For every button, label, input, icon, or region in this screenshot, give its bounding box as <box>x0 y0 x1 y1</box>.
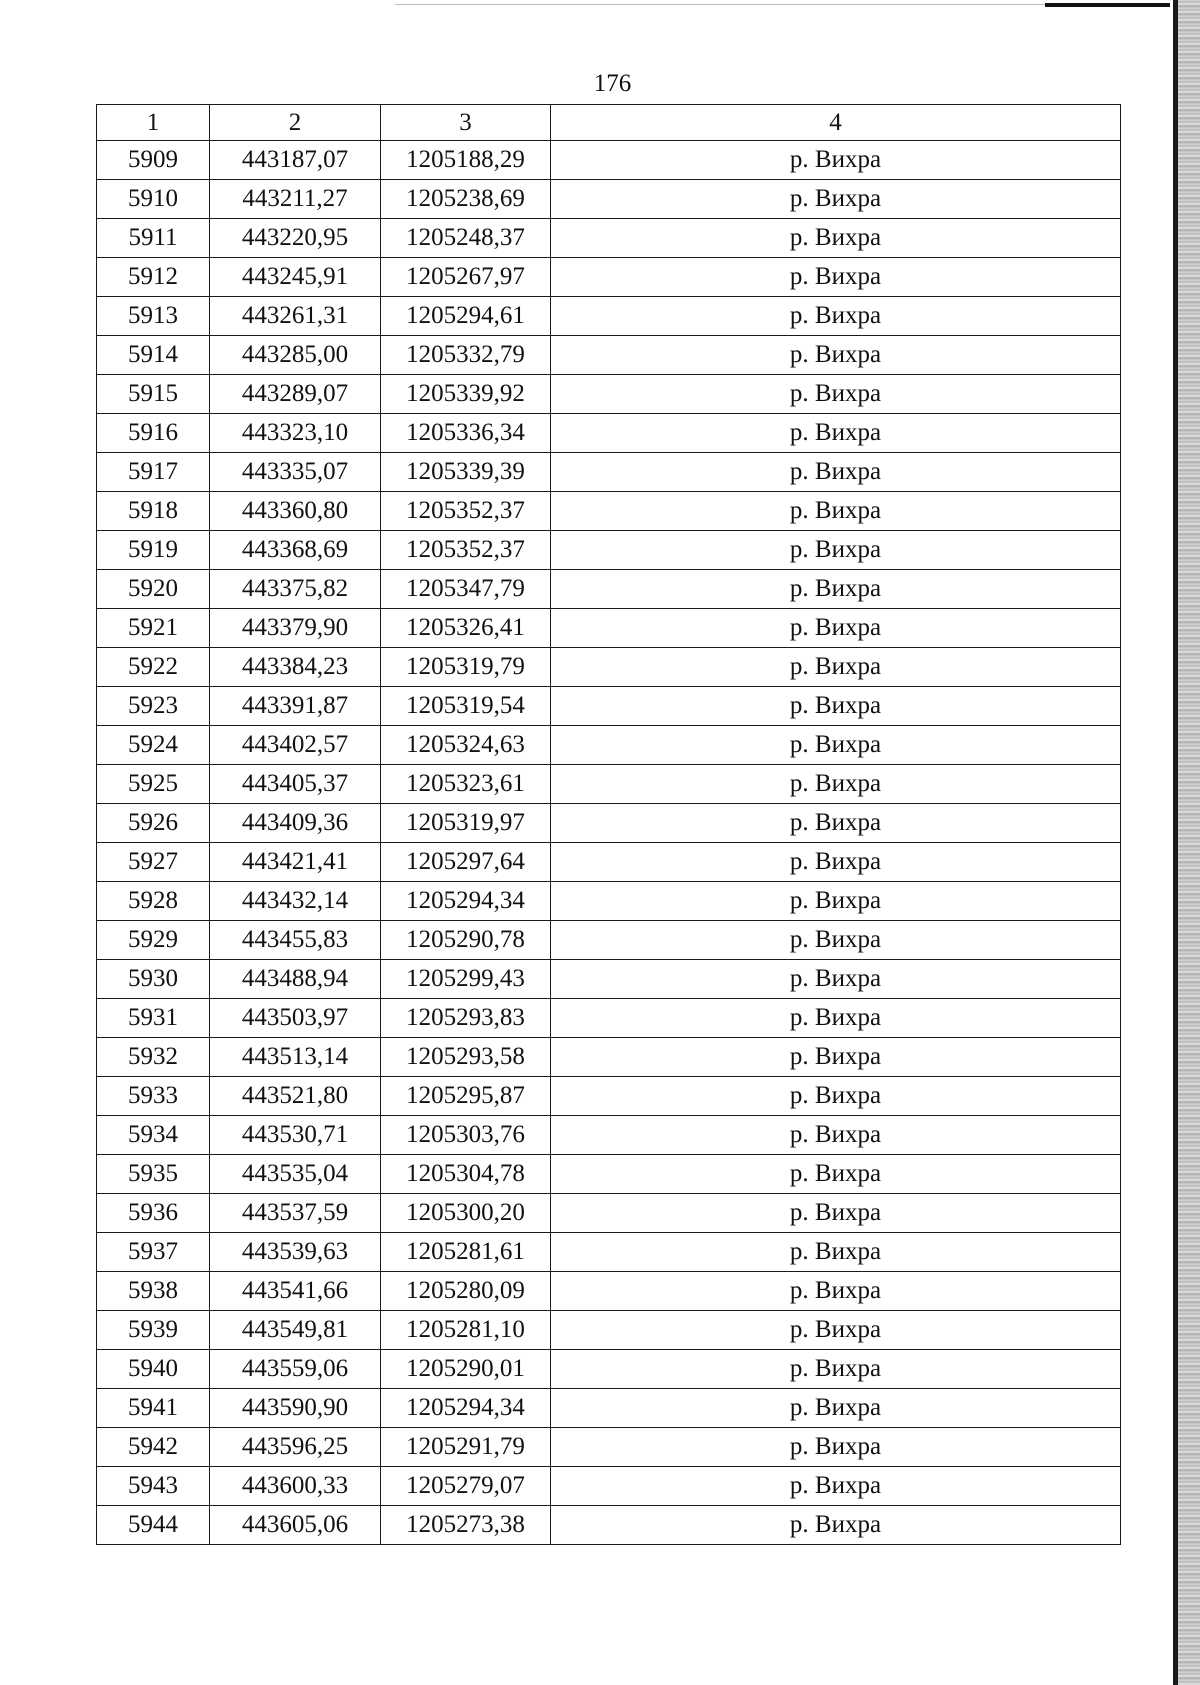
x-coordinate-cell: 443409,36 <box>210 804 381 843</box>
table-row <box>97 1506 1121 1545</box>
x-coordinate-cell: 443421,41 <box>210 843 381 882</box>
x-coordinate-cell: 443211,27 <box>210 180 381 219</box>
description-cell: р. Вихра <box>551 297 1121 336</box>
x-coordinate-cell: 443530,71 <box>210 1116 381 1155</box>
table-row <box>97 297 1121 336</box>
y-coordinate-cell: 1205326,41 <box>381 609 551 648</box>
point-number-cell: 5915 <box>97 375 210 414</box>
point-number-cell: 5938 <box>97 1272 210 1311</box>
x-coordinate-cell: 443432,14 <box>210 882 381 921</box>
x-coordinate-cell: 443503,97 <box>210 999 381 1038</box>
binding-edge <box>1178 0 1200 1685</box>
y-coordinate-cell: 1205273,38 <box>381 1506 551 1545</box>
description-cell: р. Вихра <box>551 1194 1121 1233</box>
point-number-cell: 5942 <box>97 1428 210 1467</box>
y-coordinate-cell: 1205297,64 <box>381 843 551 882</box>
table-row <box>97 609 1121 648</box>
x-coordinate-cell: 443375,82 <box>210 570 381 609</box>
description-cell: р. Вихра <box>551 726 1121 765</box>
y-coordinate-cell: 1205279,07 <box>381 1467 551 1506</box>
point-number-cell: 5909 <box>97 141 210 180</box>
x-coordinate-cell: 443549,81 <box>210 1311 381 1350</box>
x-coordinate-cell: 443590,90 <box>210 1389 381 1428</box>
table-row <box>97 375 1121 414</box>
description-cell: р. Вихра <box>551 1311 1121 1350</box>
description-cell: р. Вихра <box>551 1077 1121 1116</box>
table-row <box>97 921 1121 960</box>
x-coordinate-cell: 443605,06 <box>210 1506 381 1545</box>
point-number-cell: 5930 <box>97 960 210 999</box>
y-coordinate-cell: 1205319,97 <box>381 804 551 843</box>
y-coordinate-cell: 1205319,79 <box>381 648 551 687</box>
y-coordinate-cell: 1205291,79 <box>381 1428 551 1467</box>
x-coordinate-cell: 443521,80 <box>210 1077 381 1116</box>
table-row <box>97 219 1121 258</box>
x-coordinate-cell: 443537,59 <box>210 1194 381 1233</box>
column-header-3: 3 <box>381 105 551 141</box>
table-row <box>97 1038 1121 1077</box>
description-cell: р. Вихра <box>551 141 1121 180</box>
point-number-cell: 5929 <box>97 921 210 960</box>
y-coordinate-cell: 1205352,37 <box>381 492 551 531</box>
point-number-cell: 5916 <box>97 414 210 453</box>
y-coordinate-cell: 1205188,29 <box>381 141 551 180</box>
table-row <box>97 1194 1121 1233</box>
y-coordinate-cell: 1205238,69 <box>381 180 551 219</box>
point-number-cell: 5943 <box>97 1467 210 1506</box>
description-cell: р. Вихра <box>551 843 1121 882</box>
y-coordinate-cell: 1205324,63 <box>381 726 551 765</box>
table-row <box>97 1272 1121 1311</box>
x-coordinate-cell: 443187,07 <box>210 141 381 180</box>
description-cell: р. Вихра <box>551 999 1121 1038</box>
y-coordinate-cell: 1205294,61 <box>381 297 551 336</box>
x-coordinate-cell: 443261,31 <box>210 297 381 336</box>
x-coordinate-cell: 443289,07 <box>210 375 381 414</box>
x-coordinate-cell: 443513,14 <box>210 1038 381 1077</box>
x-coordinate-cell: 443391,87 <box>210 687 381 726</box>
point-number-cell: 5914 <box>97 336 210 375</box>
x-coordinate-cell: 443285,00 <box>210 336 381 375</box>
y-coordinate-cell: 1205339,39 <box>381 453 551 492</box>
table-row <box>97 882 1121 921</box>
description-cell: р. Вихра <box>551 882 1121 921</box>
y-coordinate-cell: 1205293,58 <box>381 1038 551 1077</box>
point-number-cell: 5944 <box>97 1506 210 1545</box>
point-number-cell: 5932 <box>97 1038 210 1077</box>
description-cell: р. Вихра <box>551 687 1121 726</box>
point-number-cell: 5927 <box>97 843 210 882</box>
description-cell: р. Вихра <box>551 960 1121 999</box>
point-number-cell: 5926 <box>97 804 210 843</box>
y-coordinate-cell: 1205294,34 <box>381 882 551 921</box>
x-coordinate-cell: 443402,57 <box>210 726 381 765</box>
y-coordinate-cell: 1205339,92 <box>381 375 551 414</box>
point-number-cell: 5931 <box>97 999 210 1038</box>
point-number-cell: 5910 <box>97 180 210 219</box>
table-row <box>97 1311 1121 1350</box>
x-coordinate-cell: 443335,07 <box>210 453 381 492</box>
description-cell: р. Вихра <box>551 1233 1121 1272</box>
point-number-cell: 5936 <box>97 1194 210 1233</box>
table-row <box>97 570 1121 609</box>
y-coordinate-cell: 1205352,37 <box>381 531 551 570</box>
description-cell: р. Вихра <box>551 180 1121 219</box>
description-cell: р. Вихра <box>551 765 1121 804</box>
y-coordinate-cell: 1205300,20 <box>381 1194 551 1233</box>
x-coordinate-cell: 443245,91 <box>210 258 381 297</box>
y-coordinate-cell: 1205323,61 <box>381 765 551 804</box>
description-cell: р. Вихра <box>551 453 1121 492</box>
y-coordinate-cell: 1205319,54 <box>381 687 551 726</box>
point-number-cell: 5912 <box>97 258 210 297</box>
point-number-cell: 5913 <box>97 297 210 336</box>
point-number-cell: 5935 <box>97 1155 210 1194</box>
table-row <box>97 1467 1121 1506</box>
column-header-2: 2 <box>210 105 381 141</box>
description-cell: р. Вихра <box>551 804 1121 843</box>
x-coordinate-cell: 443559,06 <box>210 1350 381 1389</box>
x-coordinate-cell: 443455,83 <box>210 921 381 960</box>
point-number-cell: 5921 <box>97 609 210 648</box>
point-number-cell: 5911 <box>97 219 210 258</box>
y-coordinate-cell: 1205281,10 <box>381 1311 551 1350</box>
table-row <box>97 336 1121 375</box>
point-number-cell: 5925 <box>97 765 210 804</box>
y-coordinate-cell: 1205304,78 <box>381 1155 551 1194</box>
top-scan-edge <box>1045 3 1170 7</box>
table-row <box>97 1389 1121 1428</box>
description-cell: р. Вихра <box>551 1155 1121 1194</box>
x-coordinate-cell: 443220,95 <box>210 219 381 258</box>
page-number: 176 <box>593 70 632 97</box>
point-number-cell: 5918 <box>97 492 210 531</box>
table-row <box>97 804 1121 843</box>
point-number-cell: 5939 <box>97 1311 210 1350</box>
y-coordinate-cell: 1205281,61 <box>381 1233 551 1272</box>
y-coordinate-cell: 1205267,97 <box>381 258 551 297</box>
y-coordinate-cell: 1205290,78 <box>381 921 551 960</box>
x-coordinate-cell: 443379,90 <box>210 609 381 648</box>
y-coordinate-cell: 1205295,87 <box>381 1077 551 1116</box>
x-coordinate-cell: 443405,37 <box>210 765 381 804</box>
description-cell: р. Вихра <box>551 414 1121 453</box>
column-header-4: 4 <box>551 105 1121 141</box>
point-number-cell: 5922 <box>97 648 210 687</box>
description-cell: р. Вихра <box>551 570 1121 609</box>
table-row <box>97 453 1121 492</box>
point-number-cell: 5920 <box>97 570 210 609</box>
description-cell: р. Вихра <box>551 492 1121 531</box>
table-row <box>97 180 1121 219</box>
description-cell: р. Вихра <box>551 921 1121 960</box>
table-body <box>97 141 1121 1545</box>
table-row <box>97 843 1121 882</box>
description-cell: р. Вихра <box>551 1467 1121 1506</box>
description-cell: р. Вихра <box>551 648 1121 687</box>
description-cell: р. Вихра <box>551 219 1121 258</box>
table-row <box>97 258 1121 297</box>
y-coordinate-cell: 1205336,34 <box>381 414 551 453</box>
point-number-cell: 5933 <box>97 1077 210 1116</box>
table-row <box>97 1077 1121 1116</box>
description-cell: р. Вихра <box>551 1350 1121 1389</box>
table-row <box>97 960 1121 999</box>
table-row <box>97 531 1121 570</box>
x-coordinate-cell: 443539,63 <box>210 1233 381 1272</box>
y-coordinate-cell: 1205280,09 <box>381 1272 551 1311</box>
y-coordinate-cell: 1205332,79 <box>381 336 551 375</box>
y-coordinate-cell: 1205248,37 <box>381 219 551 258</box>
description-cell: р. Вихра <box>551 375 1121 414</box>
x-coordinate-cell: 443323,10 <box>210 414 381 453</box>
y-coordinate-cell: 1205347,79 <box>381 570 551 609</box>
x-coordinate-cell: 443360,80 <box>210 492 381 531</box>
table-row <box>97 1428 1121 1467</box>
description-cell: р. Вихра <box>551 1272 1121 1311</box>
x-coordinate-cell: 443488,94 <box>210 960 381 999</box>
description-cell: р. Вихра <box>551 609 1121 648</box>
table-row <box>97 141 1121 180</box>
x-coordinate-cell: 443368,69 <box>210 531 381 570</box>
table-row <box>97 492 1121 531</box>
x-coordinate-cell: 443596,25 <box>210 1428 381 1467</box>
description-cell: р. Вихра <box>551 1389 1121 1428</box>
table-row <box>97 1155 1121 1194</box>
table-row <box>97 1350 1121 1389</box>
point-number-cell: 5937 <box>97 1233 210 1272</box>
x-coordinate-cell: 443600,33 <box>210 1467 381 1506</box>
table-row <box>97 726 1121 765</box>
description-cell: р. Вихра <box>551 1038 1121 1077</box>
x-coordinate-cell: 443541,66 <box>210 1272 381 1311</box>
table-row <box>97 414 1121 453</box>
point-number-cell: 5924 <box>97 726 210 765</box>
description-cell: р. Вихра <box>551 1116 1121 1155</box>
y-coordinate-cell: 1205293,83 <box>381 999 551 1038</box>
table-row <box>97 1116 1121 1155</box>
description-cell: р. Вихра <box>551 1428 1121 1467</box>
x-coordinate-cell: 443384,23 <box>210 648 381 687</box>
table-row <box>97 1233 1121 1272</box>
table-row <box>97 687 1121 726</box>
point-number-cell: 5934 <box>97 1116 210 1155</box>
y-coordinate-cell: 1205294,34 <box>381 1389 551 1428</box>
description-cell: р. Вихра <box>551 336 1121 375</box>
table-row <box>97 765 1121 804</box>
point-number-cell: 5919 <box>97 531 210 570</box>
y-coordinate-cell: 1205299,43 <box>381 960 551 999</box>
coordinates-table <box>96 104 1121 1545</box>
y-coordinate-cell: 1205290,01 <box>381 1350 551 1389</box>
table-row <box>97 999 1121 1038</box>
table-header-row <box>97 105 1121 141</box>
point-number-cell: 5917 <box>97 453 210 492</box>
column-header-1: 1 <box>97 105 210 141</box>
point-number-cell: 5928 <box>97 882 210 921</box>
point-number-cell: 5923 <box>97 687 210 726</box>
y-coordinate-cell: 1205303,76 <box>381 1116 551 1155</box>
description-cell: р. Вихра <box>551 1506 1121 1545</box>
x-coordinate-cell: 443535,04 <box>210 1155 381 1194</box>
point-number-cell: 5940 <box>97 1350 210 1389</box>
table-row <box>97 648 1121 687</box>
description-cell: р. Вихра <box>551 258 1121 297</box>
point-number-cell: 5941 <box>97 1389 210 1428</box>
description-cell: р. Вихра <box>551 531 1121 570</box>
